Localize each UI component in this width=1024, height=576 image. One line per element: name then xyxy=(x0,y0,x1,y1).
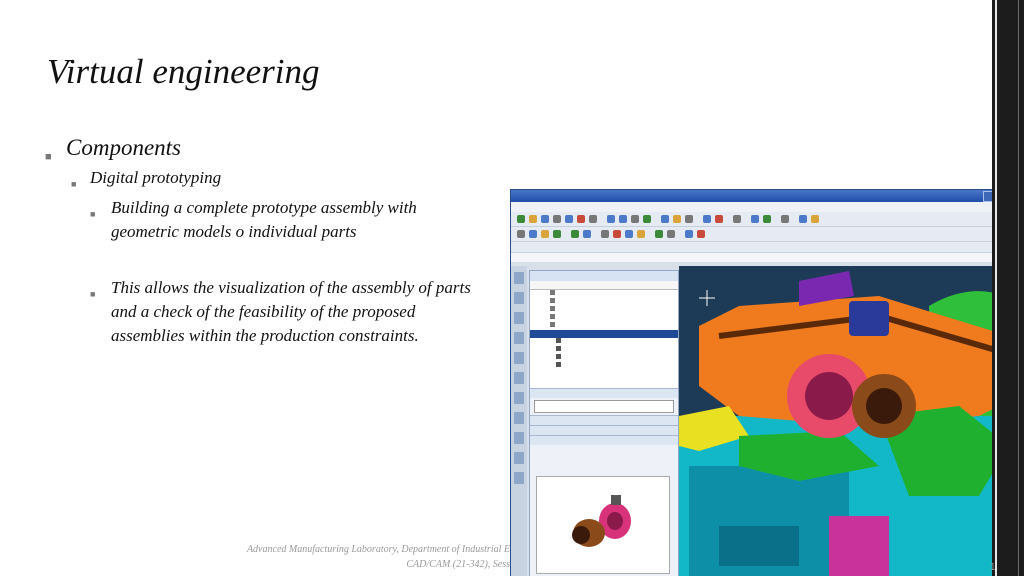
slide-title: Virtual engineering xyxy=(47,52,320,91)
preview-section xyxy=(530,435,678,445)
cad-3d-viewport xyxy=(679,266,1024,576)
search-box xyxy=(534,400,674,413)
page-number: 1 xyxy=(990,562,996,573)
footer-line-1: Advanced Manufacturing Laboratory, Department of Industrial E xyxy=(246,544,510,555)
selected-tree-item xyxy=(530,330,678,338)
bullet-level2-text: Digital prototyping xyxy=(90,168,222,187)
cad-toolbar-2 xyxy=(511,227,1024,242)
cad-window-titlebar xyxy=(511,190,1024,202)
bullet-level2 xyxy=(71,166,485,190)
slide-footer xyxy=(120,542,510,572)
cad-toolbar-1 xyxy=(511,212,1024,227)
cad-status-line xyxy=(511,253,1024,262)
bullet-level3-text: Building a complete prototype assembly with geometric models o individual parts xyxy=(111,198,417,241)
navigator-panel xyxy=(529,270,679,576)
square-bullet-icon: ■ xyxy=(71,179,77,189)
resource-bar xyxy=(511,266,527,576)
bullet-level1 xyxy=(45,133,485,163)
bullet-level3-text: This allows the visualization of the assembly of parts and a check of the feasibility of the proposed assemblies within the production constraints. xyxy=(111,278,471,345)
square-bullet-icon: ■ xyxy=(45,151,52,163)
assembly-navigator xyxy=(511,266,679,576)
bullet-level3 xyxy=(90,196,486,244)
browse-filter-section xyxy=(530,415,678,425)
cad-screenshot-image xyxy=(510,189,1024,576)
slide-border-decoration xyxy=(992,0,1024,576)
cad-menubar xyxy=(511,202,1024,212)
square-bullet-icon: ■ xyxy=(90,209,96,219)
navigator-header xyxy=(530,271,678,281)
footer-line-2: CAD/CAM (21-342), Sess xyxy=(406,559,510,570)
bullet-list xyxy=(45,133,485,348)
load-options-section xyxy=(530,425,678,435)
part-tree xyxy=(530,290,678,388)
part-preview xyxy=(536,476,670,574)
navigator-columns xyxy=(530,281,678,290)
bullet-level1-text: Components xyxy=(66,135,181,160)
square-bullet-icon: ■ xyxy=(90,289,96,299)
bullet-level3 xyxy=(90,276,486,348)
cad-selection-bar xyxy=(511,242,1024,253)
search-section xyxy=(530,388,678,398)
